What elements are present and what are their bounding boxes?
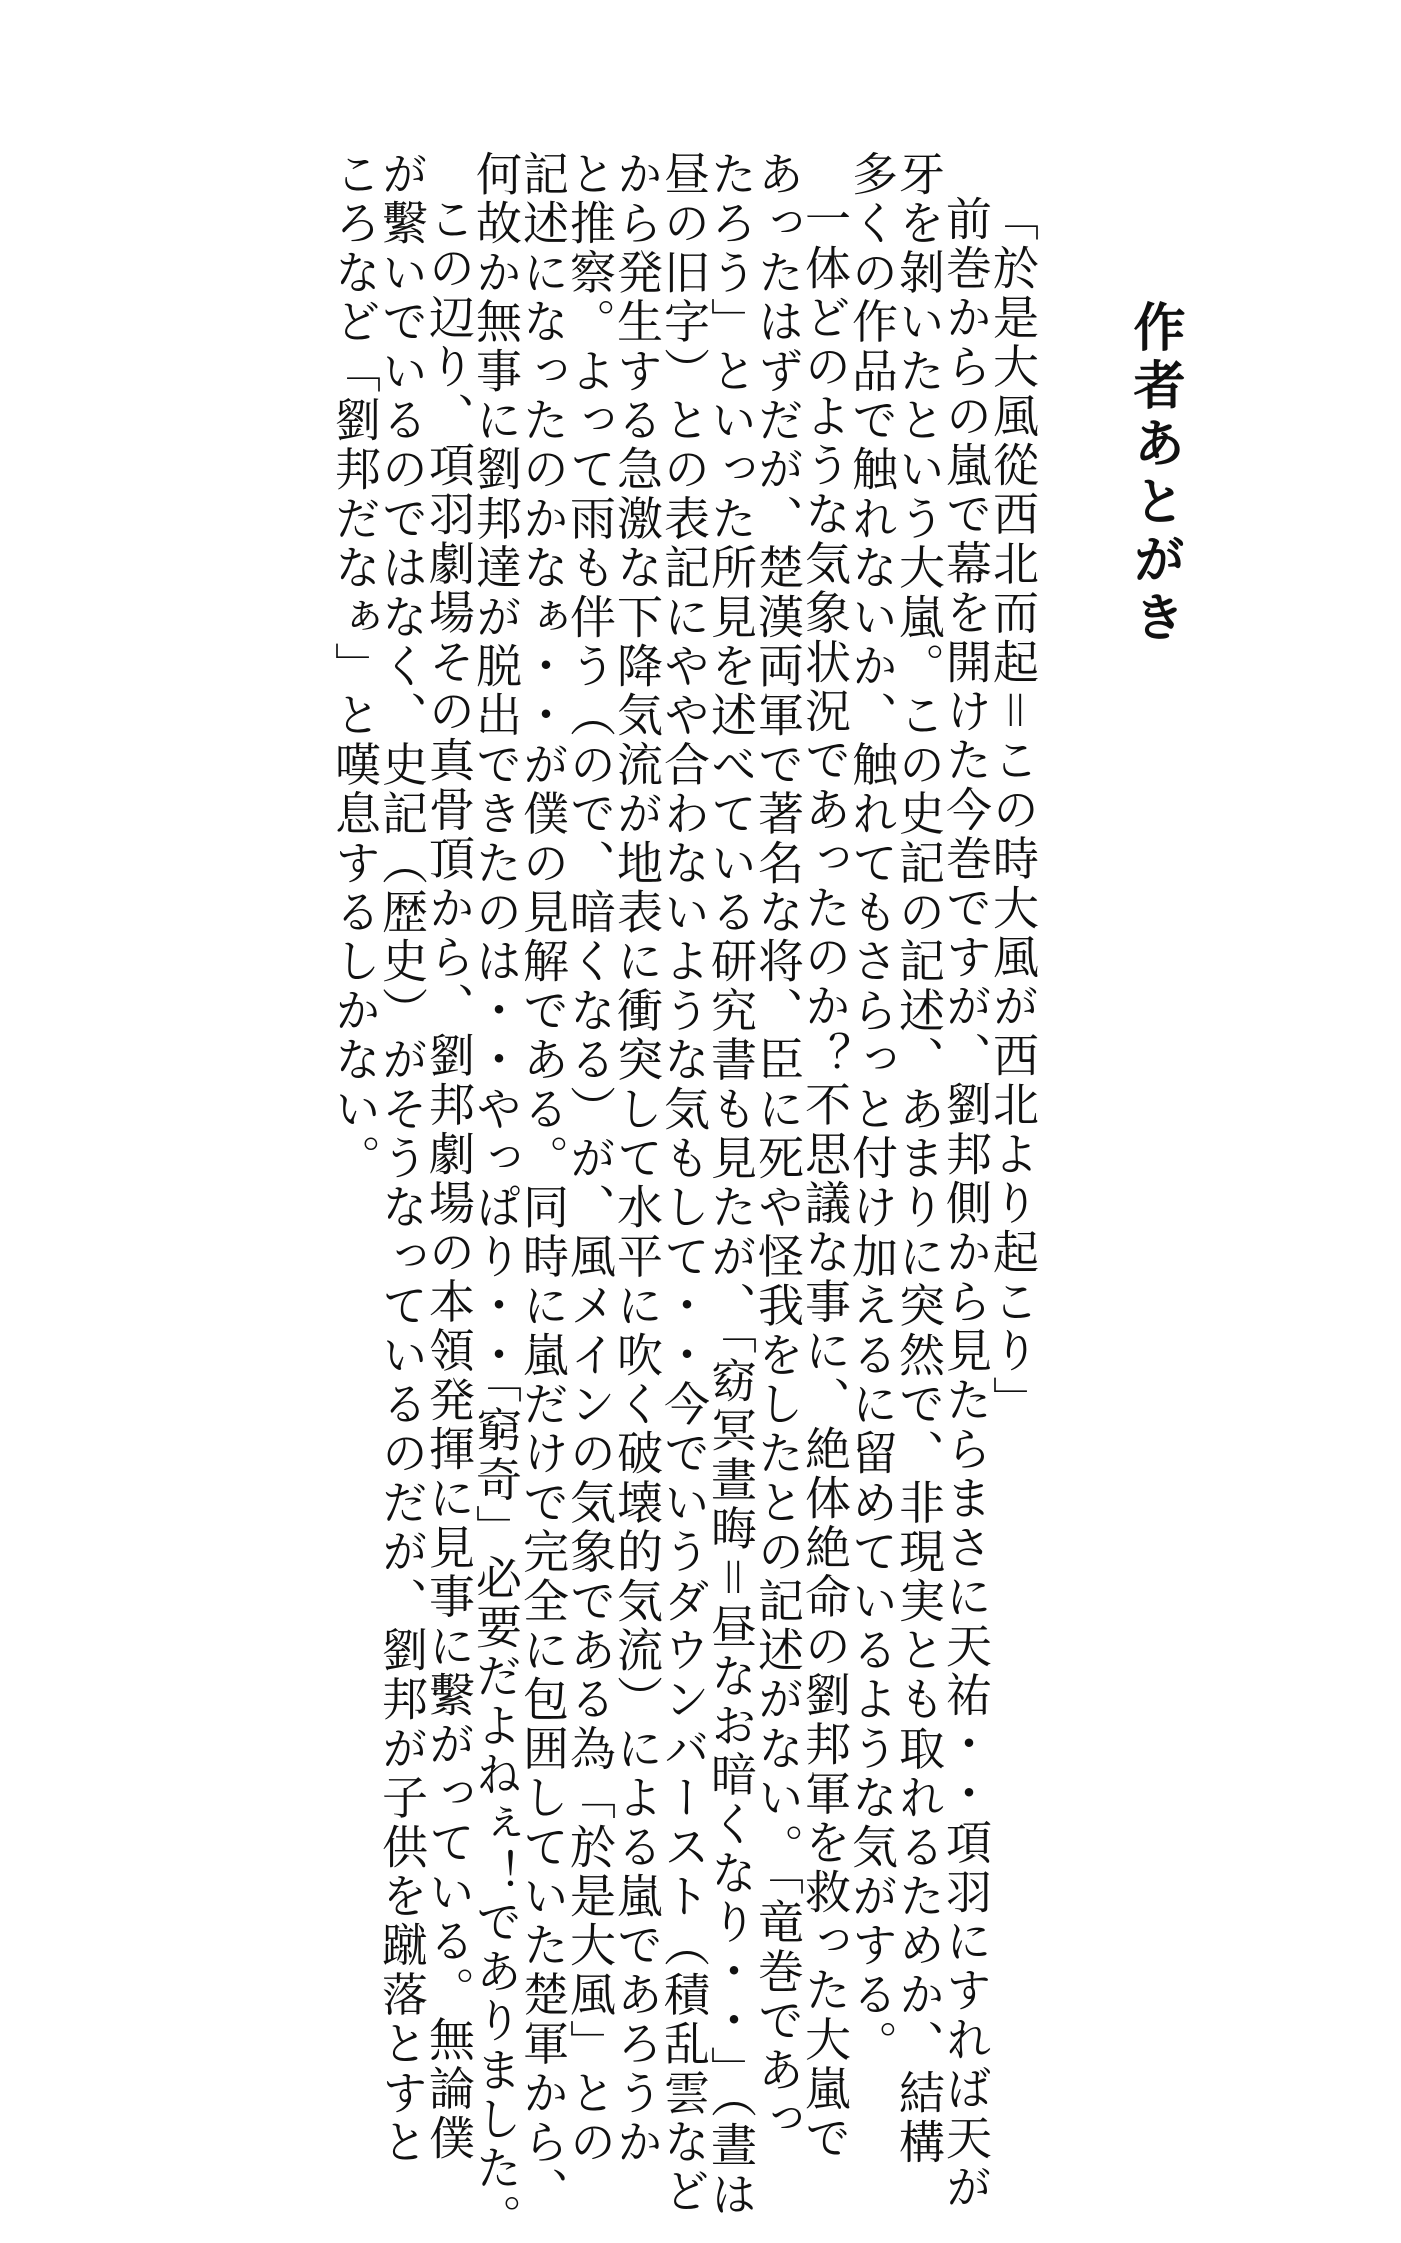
body-column-4: 多くの作品で触れないか、触れてもさらっと付け加えるに留めているような気がする。 <box>845 150 899 2069</box>
body-column-5: 一体どのような気象状況であったのか？不思議な事に、絶体絶命の劉邦軍を救った大嵐で <box>798 195 852 2163</box>
body-column-9: から発生する急激な下降気流が地表に衝突して水平に吹く破壊的気流）による嵐であろうか <box>610 150 664 2168</box>
body-column-13: この辺り、項羽劇場その真骨頂から、劉邦劇場の本領発揮に見事に繫がっている。無論僕 <box>422 195 476 2163</box>
page-title: 作者あとがき <box>1124 300 1185 648</box>
body-column-2: 前巻からの嵐で幕を開けた今巻ですが、劉邦側から見たらまさに天祐・・項羽にすれば天が <box>939 195 993 2213</box>
body-column-8: 昼の旧字）との表記にやや合わないような気もして・・今でいうダウンバースト（積乱雲など <box>657 150 711 2217</box>
body-column-6: あったはずだが、楚漢両軍で著名な将、臣に死や怪我をしたとの記述がない。「竜巻であっ <box>751 150 805 2145</box>
body-column-15: ころなど「劉邦だなぁ」と嘆息するしかない。 <box>328 150 382 1184</box>
body-column-12: 何故か無事に劉邦達が脱出できたのは・・やっぱり・・「窮奇」必要だよねぇ！でありました。 <box>469 150 523 2243</box>
body-column-7: たろう」といった所見を述べている研究書も見たが、「窈冥晝晦＝昼なお暗くなり・・」（晝は <box>704 150 758 2220</box>
body-column-14: が繫いでいるのではなく、史記（歴史）がそうなっているのだが、劉邦が子供を蹴落とすと <box>375 150 429 2168</box>
body-column-1: 「於是大風從西北而起＝この時大風が西北より起こり」 <box>986 195 1040 1425</box>
body-column-10: と推察。よって雨も伴う（ので、暗くなる）が、風メインの気象である為「於是大風」との <box>563 150 617 2168</box>
body-column-11: 記述になったのかなぁ・・が僕の見解である。同時に嵐だけで完全に包囲していた楚軍から、 <box>516 150 570 2217</box>
body-column-3: 牙を剝いたという大嵐。この史記の記述、あまりに突然で、非現実とも取れるためか、結構 <box>892 150 946 2168</box>
